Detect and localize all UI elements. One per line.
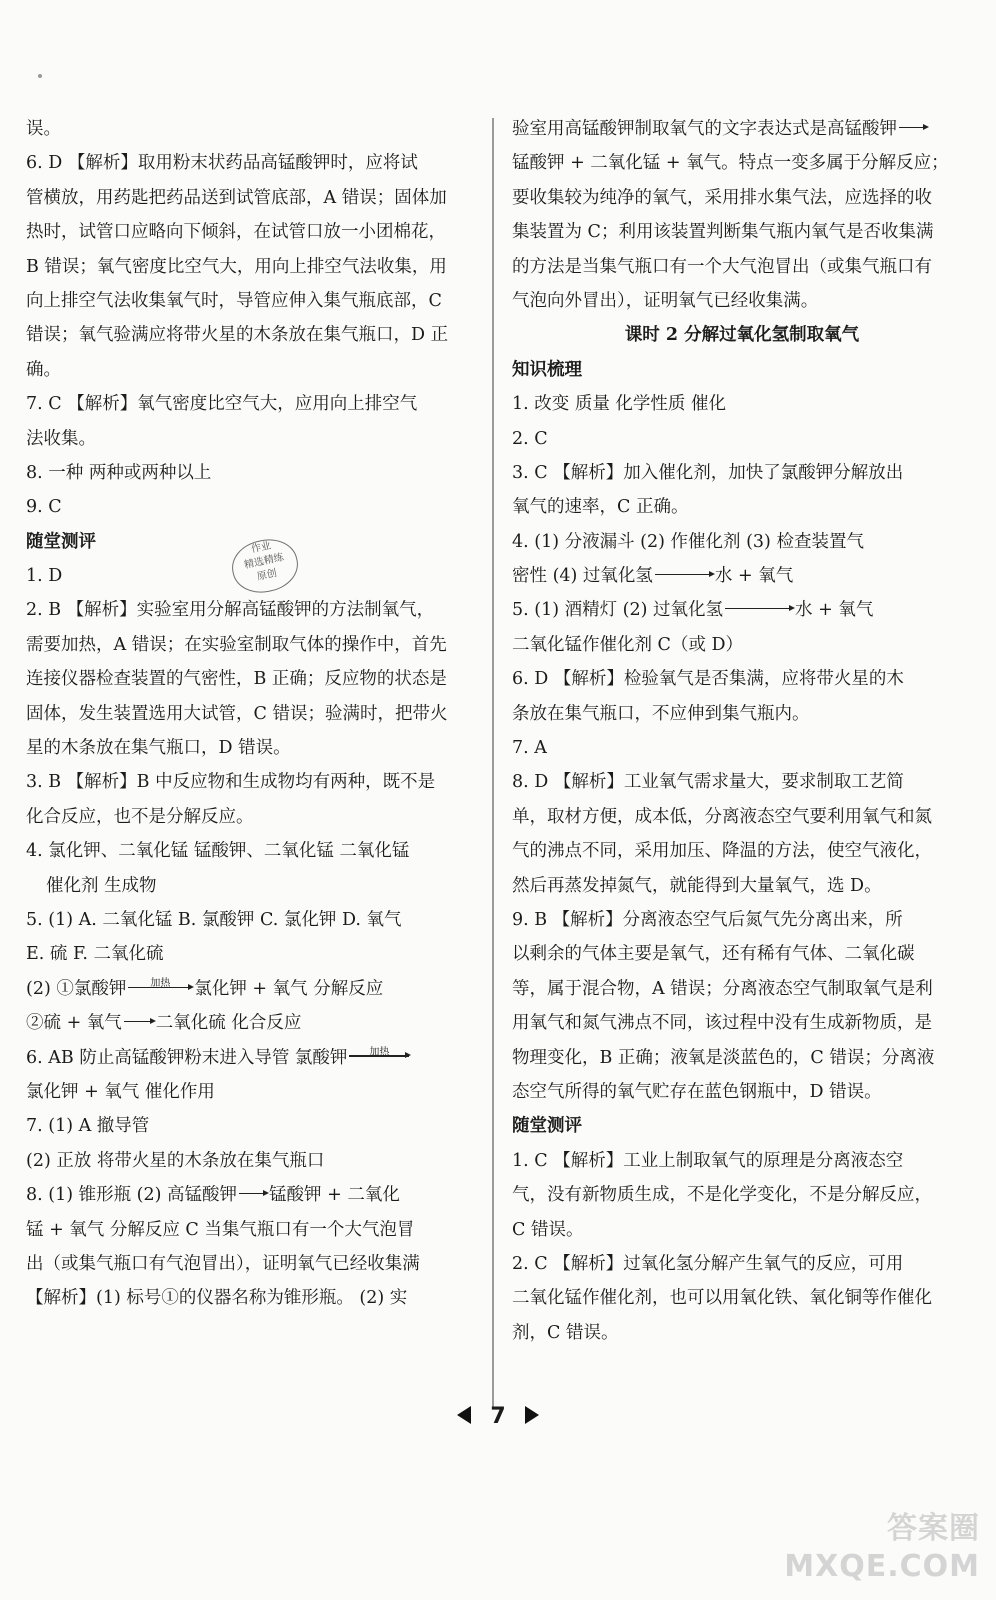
text-line: 要收集较为纯净的氧气，采用排水集气法，应选择的收 [512,187,932,208]
equation-text: 氯化钾 + 氧气 分解反应 [194,978,384,999]
reaction-arrow [126,972,194,1006]
text-line: (2) 正放 将带火星的木条放在集气瓶口 [26,1150,325,1171]
text-line: 气，没有新物质生成，不是化学变化，不是分解反应， [512,1185,932,1206]
text-line: 向上排空气法收集氧气时，导管应伸入集气瓶底部，C [26,290,442,311]
text-line: 气泡向外冒出），证明氧气已经收集满。 [512,290,819,311]
quiz-answer-7: 7. (1) A 撤导管 [26,1116,150,1137]
quiz-answer-2: 2. C 【解析】过氧化氢分解产生氧气的反应，可用 [512,1253,904,1274]
condition-below: 加热 [369,1046,390,1058]
text-line: 集装置为 C；利用该装置判断集气瓶内氧气是否收集满 [512,222,934,243]
equation-text: ②硫 + 氧气 [26,1013,122,1034]
right-column [512,112,972,1350]
equation-line [512,112,972,146]
reaction-arrow [347,1041,411,1075]
page-number: 7 [490,1404,506,1429]
left-column [26,112,488,1316]
scan-dot [38,74,42,78]
text-line: 态空气所得的氧气贮存在蓝色钢瓶中，D 错误。 [512,1081,882,1102]
quiz-answer-2: 2. B 【解析】实验室用分解高锰酸钾的方法制氧气， [26,600,435,621]
text-line: 然后再蒸发掉氮气，就能得到大量氧气，选 D。 [512,875,882,896]
text-line: 锰酸钾 + 二氧化锰 + 氧气。特点一变多属于分解反应； [512,153,949,174]
page-navigation [0,1404,996,1429]
knowledge-answer-5 [512,593,972,627]
reaction-arrow [237,1178,269,1212]
knowledge-answer-4: 4. (1) 分液漏斗 (2) 作催化剂 (3) 检查装置气 [512,531,864,552]
text-line: 管横放，用药匙把药品送到试管底部，A 错误；固体加 [26,187,447,208]
text-line: 锰 + 氧气 分解反应 C 当集气瓶口有一个大气泡冒 [26,1219,415,1240]
quiz-answer-4: 4. 氯化钾、二氧化锰 锰酸钾、二氧化锰 二氧化锰 [26,841,410,862]
text-line: 以剩余的气体主要是氧气，还有稀有气体、二氧化碳 [512,944,915,965]
text-line: 固体，发生装置选用大试管，C 错误；验满时，把带火 [26,703,448,724]
knowledge-answer-3: 3. C 【解析】加入催化剂，加快了氯酸钾分解放出 [512,462,904,483]
equation-text: 密性 (4) 过氧化氢 [512,566,653,587]
knowledge-answer-6: 6. D 【解析】检验氧气是否集满，应将带火星的木 [512,669,904,690]
answer-8: 8. 一种 两种或两种以上 [26,462,212,483]
condition-below: 加热 [150,977,171,989]
knowledge-answer-2: 2. C [512,428,548,449]
text-line: E. 硫 F. 二氧化硫 [26,944,164,965]
equation-text: 水 + 氧气 [795,600,874,621]
text-line: 法收集。 [26,428,96,449]
text-line: 星的木条放在集气瓶口，D 错误。 [26,738,291,759]
text-line: 二氧化锰作催化剂 C（或 D） [512,634,744,655]
text-line: 的方法是当集气瓶口有一个大气泡冒出（或集气瓶口有 [512,256,932,277]
column-divider [492,118,494,1408]
text-line: 错误；氧气验满应将带火星的木条放在集气瓶口，D 正 [26,325,449,346]
text-line: 物理变化，B 正确；液氧是淡蓝色的，C 错误；分离液 [512,1047,935,1068]
text-line: 连接仪器检查装置的气密性，B 正确；反应物的状态是 [26,669,447,690]
text-line: 单，取材方便，成本低，分离液态空气要利用氧气和氮 [512,806,932,827]
text-line: 催化剂 生成物 [46,875,157,896]
reaction-arrow [653,559,715,593]
knowledge-answer-1: 1. 改变 质量 化学性质 催化 [512,394,726,415]
quiz-answer-1: 1. C 【解析】工业上制取氧气的原理是分离液态空 [512,1150,904,1171]
text-line: 确。 [26,359,61,380]
equation-text: 8. (1) 锥形瓶 (2) 高锰酸钾 [26,1185,238,1206]
text-line: 出（或集气瓶口有气泡冒出），证明氧气已经收集满 [26,1253,420,1274]
section-heading-quiz: 随堂测评 [512,1116,582,1137]
equation-text: 验室用高锰酸钾制取氧气的文字表达式是高锰酸钾 [512,119,897,139]
reaction-arrow [723,593,795,627]
text-line: B 错误；氧气密度比空气大，用向上排空气法收集，用 [26,256,447,277]
text-line: 二氧化锰作催化剂，也可以用氧化铁、氧化铜等作催化 [512,1288,932,1309]
text-line: C 错误。 [512,1219,584,1240]
text-line: 氧气的速率，C 正确。 [512,497,689,518]
text-line: 氯化钾 + 氧气 催化作用 [26,1081,215,1102]
text-line: 气的沸点不同，采用加压、降温的方法，使空气液化， [512,841,932,862]
text-line: 化合反应，也不是分解反应。 [26,806,254,827]
quiz-answer-1: 1. D [26,566,63,587]
next-page-icon[interactable] [525,1406,539,1424]
text-line: 需要加热，A 错误；在实验室制取气体的操作中，首先 [26,634,447,655]
equation-text: 6. AB 防止高锰酸钾粉末进入导管 氯酸钾 [26,1047,348,1068]
text-line: 【解析】(1) 标号①的仪器名称为锥形瓶。 (2) 实 [26,1288,408,1309]
lesson-title: 课时 2 分解过氧化氢制取氧气 [624,325,860,346]
equation-text: 水 + 氧气 [714,566,794,587]
text-line: 等，属于混合物，A 错误；分离液态空气制取氧气是利 [512,978,933,999]
answer-9: 9. C [26,497,62,518]
answer-7: 7. C 【解析】氧气密度比空气大，应用向上排空气 [26,394,418,415]
quiz-answer-8 [26,1178,488,1212]
prev-page-icon[interactable] [457,1406,471,1424]
equation-text: (2) ①氯酸钾 [26,978,127,999]
quiz-answer-6 [26,1041,488,1075]
equation-text: 5. (1) 酒精灯 (2) 过氧化氢 [512,600,724,621]
equation-text: 锰酸钾 + 二氧化 [269,1185,400,1206]
section-heading-knowledge: 知识梳理 [512,359,582,380]
equation-line [26,1006,488,1040]
quiz-answer-3: 3. B 【解析】B 中反应物和生成物均有两种，既不是 [26,772,436,793]
text-line: 条放在集气瓶口，不应伸到集气瓶内。 [512,703,810,724]
knowledge-answer-7: 7. A [512,738,547,759]
knowledge-answer-9: 9. B 【解析】分离液态空气后氮气先分离出来，所 [512,909,903,930]
equation-text: 二氧化硫 化合反应 [155,1013,302,1034]
text-line: 用氧气和氮气沸点不同，该过程中没有生成新物质，是 [512,1013,932,1034]
homework-stamp: 作业 精选精练 原创 [227,534,302,599]
equation-line [512,559,972,593]
text-line: 剂，C 错误。 [512,1322,619,1343]
equation-line [26,972,488,1006]
quiz-answer-5: 5. (1) A. 二氧化锰 B. 氯酸钾 C. 氯化钾 D. 氧气 [26,909,402,930]
reaction-arrow [122,1006,156,1040]
knowledge-answer-8: 8. D 【解析】工业氧气需求量大，要求制取工艺简 [512,772,904,793]
text-line: 热时，试管口应略向下倾斜，在试管口放一小团棉花， [26,222,446,243]
watermark-logo: 答案圈 MXQE.COM [784,1511,980,1584]
reaction-arrow [897,112,929,146]
section-heading-quiz: 随堂测评 [26,531,96,552]
text-line: 误。 [26,119,61,139]
answer-6: 6. D 【解析】取用粉末状药品高锰酸钾时，应将试 [26,153,418,174]
